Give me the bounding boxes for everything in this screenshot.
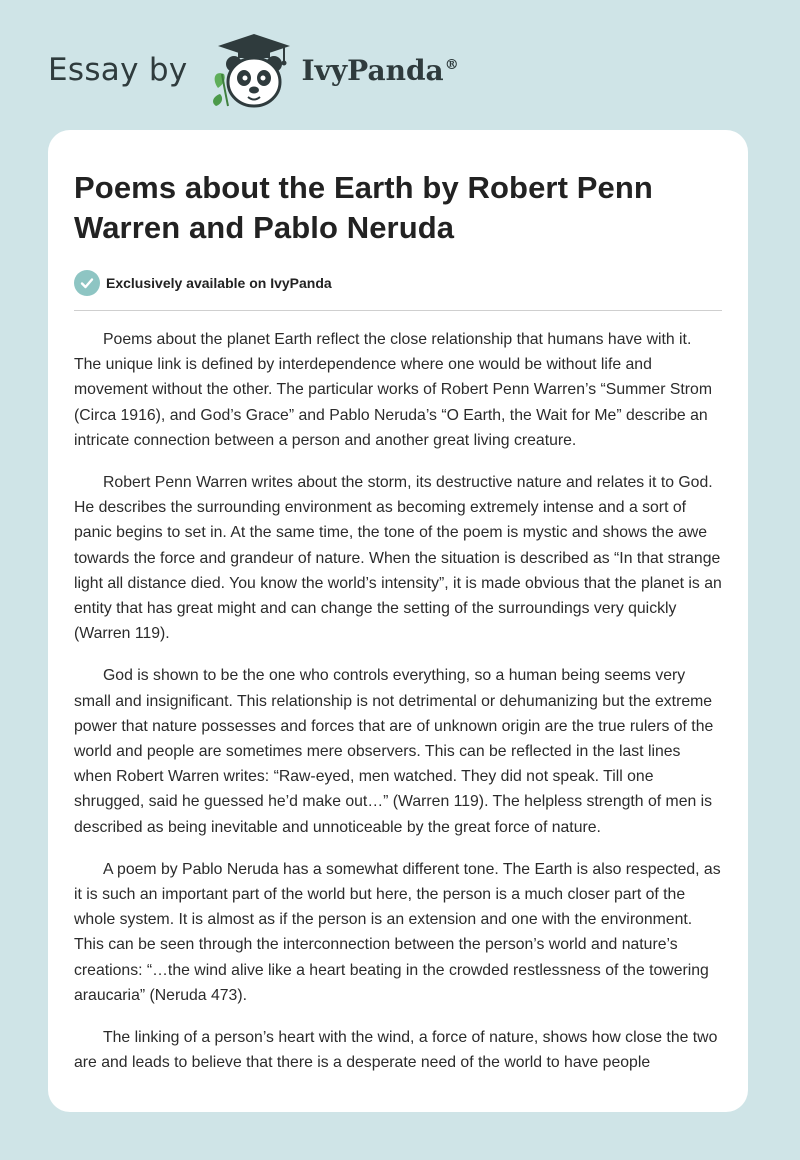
paragraph: God is shown to be the one who controls everything, so a human being seems very small and insignificant. This relationship is not detrimental or dehumanizing but the extreme power that nature possesses and forces that are of unknown origin are the true rulers of the world and people are sometimes mere observers. This can be reflected in the last lines when Robert Warren writes: “Raw-eyed, men watched. They did not speak. Till one shrugged, said he guessed he’d make out…” (Warren 119). The helpless strength of men is described as being inevitable and unnoticeable by the great force of nature.	[74, 667, 714, 836]
brand-name[interactable]	[302, 54, 459, 87]
paragraph: Poems about the planet Earth reflect the close relationship that humans have with it. The unique link is defined by interdependence where one would be without life and movement without the other. The particular works of Robert Penn Warren’s “Summer Strom (Circa 1916), and God’s Grace” and Pablo Neruda’s “O Earth, the Wait for Me” describe an intricate connection between a person and another great living creature.	[74, 331, 712, 449]
registered-mark: ®	[444, 57, 459, 74]
essay-body	[74, 327, 722, 1075]
essay-by-label: Essay by	[48, 52, 188, 88]
paragraph: Robert Penn Warren writes about the storm, its destructive nature and relates it to God. He describes the surrounding environment as becoming extremely intense and a sort of panic begins to set in. At the same time, the tone of the poem is mystic and shows the awe towards the force and grandeur of nature. When the situation is described as “In that strange light all distance died. You know the world’s intensity”, it is made obvious that the planet is an entity that has great might and can change the setting of the surroundings very quickly (Warren 119).	[74, 474, 722, 643]
exclusive-badge	[74, 270, 722, 296]
exclusive-label: Exclusively available on IvyPanda	[106, 275, 332, 291]
site-header	[48, 30, 459, 110]
paragraph: A poem by Pablo Neruda has a somewhat different tone. The Earth is also respected, as it is such an important part of the world but here, the person is a much closer part of the whole system. It is almost as if the person is an extension and one with the environment. This can be seen through the interconnection between the person’s world and nature’s creations: “…the wind alive like a heart beating in the crowded restlessness of the towering araucaria” (Neruda 473).	[74, 860, 721, 1004]
panda-graduate-logo-icon[interactable]	[204, 30, 296, 110]
paragraph: The linking of a person’s heart with the wind, a force of nature, shows how close the two are and leads to believe that there is a desperate need of the world to have people	[74, 1029, 718, 1072]
page-title: Poems about the Earth by Robert Penn Warren and Pablo Neruda	[74, 170, 653, 245]
essay-card	[48, 130, 748, 1112]
brand-text: IvyPanda	[301, 53, 444, 87]
divider	[74, 310, 722, 311]
check-circle-icon	[74, 270, 100, 296]
